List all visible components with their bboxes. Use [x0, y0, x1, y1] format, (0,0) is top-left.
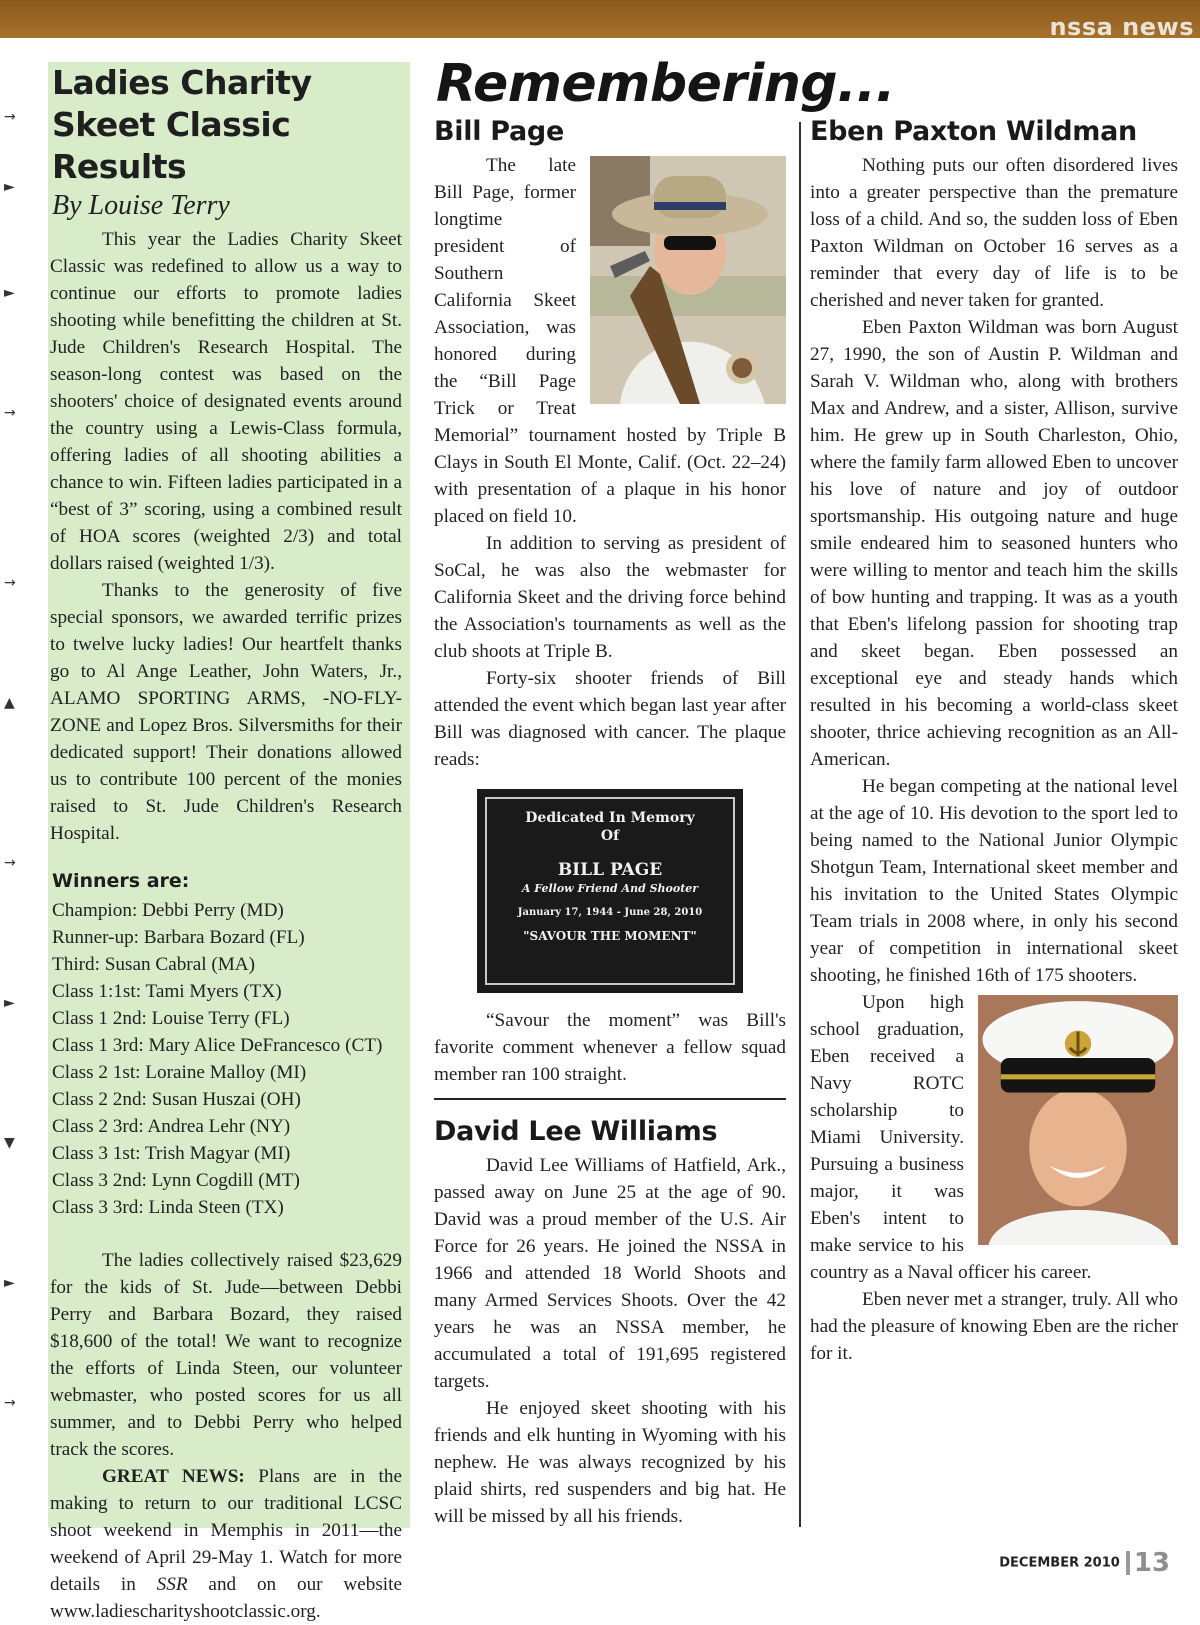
eben-wildman-paragraph: He began competing at the national level at the age of 10. His devotion to the sport led to being named to the National Junior Olympic Shotgun Team, International skeet member and his invitation to the United States Olympic Team trials in 2008 where, in only his second year of competition in international skeet shooting, he finished 16th of 175 shooters. [810, 776, 1178, 986]
winner-item: Champion: Debbi Perry (MD) [52, 900, 284, 921]
bill-page-heading: Bill Page [434, 116, 564, 147]
margin-mark: ► [4, 179, 15, 195]
margin-mark: → [4, 109, 16, 125]
winner-item: Runner-up: Barbara Bozard (FL) [52, 927, 305, 948]
winner-item: Class 1:1st: Tami Myers (TX) [52, 981, 282, 1002]
eben-wildman-paragraph: Eben never met a stranger, truly. All who had the pleasure of knowing Eben are the richer for it. [810, 1289, 1178, 1364]
great-news-text: Plans are in the making to return to our traditional LCSC shoot weekend in Memphis in 2011—the weekend of April 29-May 1. Watch for more details in [50, 1466, 402, 1595]
david-williams-heading: David Lee Williams [434, 1116, 718, 1147]
winners-heading: Winners are: [52, 870, 190, 892]
bill-page-paragraph: The late Bill Page, former longtime president of Southern California Skeet Association, was honored during the “Bill Page Trick or Treat Memorial” tournament hosted by Triple B Clays in South El Monte, Calif. (Oct. 22–24) with presentation of a plaque in his honor placed on field 10. [434, 155, 786, 527]
plaque-line: Dedicated In Memory [525, 810, 695, 826]
section-tag: nssa news [1049, 13, 1194, 41]
winner-item: Class 1 2nd: Louise Terry (FL) [52, 1008, 290, 1029]
page-footer [999, 1548, 1170, 1578]
margin-mark: ► [4, 285, 15, 301]
bill-page-photo [590, 156, 786, 409]
winner-item: Class 3 1st: Trish Magyar (MI) [52, 1143, 291, 1164]
eben-wildman-portrait-image [978, 995, 1178, 1245]
margin-mark: → [4, 855, 16, 871]
page-title: Remembering... [436, 54, 895, 114]
header-bar [0, 0, 1200, 41]
winner-item: Class 2 3rd: Andrea Lehr (NY) [52, 1116, 291, 1137]
great-news-paragraph [50, 1463, 402, 1625]
margin-mark: → [4, 405, 16, 421]
page-number: 13 [1133, 1548, 1170, 1578]
david-williams-paragraph: He enjoyed skeet shooting with his friends and elk hunting in Wyoming with his nephew. He was always recognized by his plaid shirts, red suspenders and big hat. He will be missed by all his friends. [434, 1398, 786, 1527]
bill-page-paragraph: Forty-six shooter friends of Bill attended the event which began last year after Bill was diagnosed with cancer. The plaque reads: [434, 668, 786, 770]
sidebar-body [48, 226, 410, 1625]
bill-page-paragraph: “Savour the moment” was Bill's favorite comment whenever a fellow squad member ran 100 straight. [434, 1010, 786, 1085]
winner-item: Third: Susan Cabral (MA) [52, 954, 256, 975]
ssr-title: SSR [156, 1574, 188, 1595]
eben-wildman-paragraph: Nothing puts our often disordered lives into a greater perspective than the premature loss of a child. And so, the sudden loss of Eben Paxton Wildman on October 16 serves as a reminder that every day of life is to be cherished and never taken for granted. [810, 155, 1178, 311]
sidebar-title: Ladies Charity Skeet Classic Results [52, 63, 312, 186]
winner-item: Class 3 3rd: Linda Steen (TX) [52, 1197, 284, 1218]
plaque-line: BILL PAGE [557, 860, 663, 880]
david-williams-paragraph: David Lee Williams of Hatfield, Ark., passed away on June 25 at the age of 90. David was a proud member of the U.S. Air Force for 26 years. He joined the NSSA in 1966 and attended 18 World Shoots and many Armed Services Shoots. Over the 42 years he was an NSSA member, he accumulated a total of 191,695 registered targets. [434, 1155, 786, 1392]
charity-skeet-sidebar [48, 62, 410, 1622]
plaque-line: A Fellow Friend And Shooter [521, 882, 699, 895]
margin-mark: ► [4, 995, 15, 1011]
plaque-image [477, 789, 743, 993]
right-column [810, 114, 1178, 1367]
margin-mark: → [4, 575, 16, 591]
eben-wildman-paragraph: Upon high school graduation, Eben received a Navy ROTC scholarship to Miami University. Pursuing a business major, it was Eben's intent to make service to his country as a Naval officer his career. [810, 992, 1092, 1283]
winner-item: Class 1 3rd: Mary Alice DeFrancesco (CT) [52, 1035, 383, 1056]
issue-date: DECEMBER 2010 [999, 1555, 1120, 1571]
winner-item: Class 3 2nd: Lynn Cogdill (MT) [52, 1170, 300, 1191]
bill-page-paragraph: In addition to serving as president of SoCal, he was also the webmaster for California Skeet and the driving force behind the Association's tournaments as well as the club shoots at Triple B. [434, 533, 786, 662]
eben-wildman-paragraph: Eben Paxton Wildman was born August 27, 1990, the son of Austin P. Wildman and Sarah V. Wildman who, along with brothers Max and Andrew, and a sister, Allison, survive him. He grew up in South Charleston, Ohio, where the family farm allowed Eben to uncover his love of nature and joy of outdoor sportsmanship. His outgoing nature and huge smile endeared him to seasoned hunters who were willing to mentor and teach him the skills of bow hunting and trapping. It was as a youth that Eben's lifelong passion for shooting trap and skeet began. Eben possessed an exceptional eye and steady hands which resulted in his becoming a world-class skeet shooter, thrice achieving recognition as an All-American. [810, 317, 1178, 770]
winner-item: Class 2 2nd: Susan Huszai (OH) [52, 1089, 301, 1110]
bill-page-portrait-image [590, 156, 786, 404]
margin-mark: ▼ [4, 1135, 15, 1151]
middle-column [434, 114, 786, 1530]
byline: By Louise Terry [52, 190, 230, 221]
great-news-lead: GREAT NEWS: [102, 1466, 245, 1487]
footer-divider [1126, 1551, 1130, 1575]
plaque-line: January 17, 1944 - June 28, 2010 [517, 907, 703, 918]
winner-item: Class 2 1st: Loraine Malloy (MI) [52, 1062, 307, 1083]
sidebar-paragraph: Thanks to the generosity of five special sponsors, we awarded terrific prizes to twelve lucky ladies! Our heartfelt thanks go to Al Ange Leather, John Waters, Jr., ALAMO SPORTING ARMS, -NO-FLY-ZONE and Lopez Bros. Silversmiths for their dedicated support! Their donations allowed us to contribute 100 percent of the monies raised to St. Jude Children's Research Hospital. [50, 580, 402, 844]
memorial-plaque [477, 789, 743, 993]
margin-mark: ► [4, 1275, 15, 1291]
plaque-line: Of [600, 828, 620, 844]
sidebar-paragraph: The ladies collectively raised $23,629 for the kids of St. Jude—between Debbi Perry and Barbara Bozard, they raised $18,600 of the total! We want to recognize the efforts of Linda Steen, our volunteer webmaster, who posted scores for us all summer, and to Debbi Perry who helped track the scores. [50, 1250, 402, 1460]
section-divider [434, 1098, 786, 1100]
great-news-tail: and on our website www.ladiescharityshootclassic.org. [50, 1574, 402, 1622]
margin-mark: ▲ [4, 695, 15, 711]
margin-marks [0, 95, 30, 1515]
sidebar-paragraph: This year the Ladies Charity Skeet Classic was redefined to allow us a way to continue our efforts to promote ladies shooting while benefitting the children at St. Jude Children's Research Hospital. The season-long contest was based on the shooters' choice of designated events around the country using a Lewis-Class formula, offering ladies of all shooting abilities a chance to win. Fifteen ladies participated in a “best of 3” scoring, using a combined result of HOA scores (weighted 2/3) and total dollars raised (weighted 1/3). [50, 229, 402, 574]
plaque-line: "SAVOUR THE MOMENT" [523, 929, 697, 943]
margin-mark: → [4, 1395, 16, 1411]
column-divider [799, 122, 801, 1527]
eben-wildman-photo [978, 995, 1178, 1250]
eben-wildman-heading: Eben Paxton Wildman [810, 116, 1137, 147]
winners-list [50, 897, 402, 1221]
